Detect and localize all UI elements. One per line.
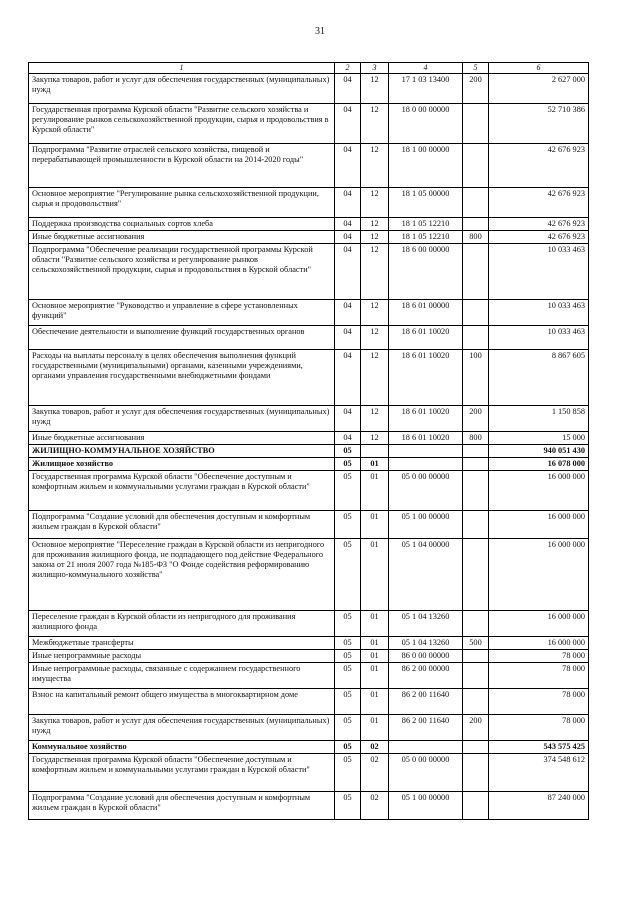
cell-expense-type: 200 [463, 714, 489, 740]
cell-subsection: 12 [361, 405, 389, 431]
table-row [29, 431, 589, 444]
cell-expense-type: 800 [463, 431, 489, 444]
cell-expense-type [463, 218, 489, 231]
cell-section: 04 [335, 405, 361, 431]
cell-section: 04 [335, 218, 361, 231]
cell-amount: 42 676 923 [489, 218, 589, 231]
cell-target-article: 18 6 00 00000 [389, 243, 463, 299]
cell-name: Государственная программа Курской области "Обеспечение доступным и комфортным жильем и коммунальными услугами граждан в Курской области" [29, 753, 335, 791]
cell-amount: 8 867 605 [489, 349, 589, 405]
table-row [29, 405, 589, 431]
cell-section: 04 [335, 299, 361, 325]
cell-subsection: 01 [361, 688, 389, 714]
cell-amount: 78 000 [489, 688, 589, 714]
cell-subsection: 12 [361, 349, 389, 405]
cell-subsection: 02 [361, 791, 389, 819]
cell-expense-type [463, 457, 489, 470]
cell-target-article: 86 2 00 11640 [389, 688, 463, 714]
cell-amount: 87 240 000 [489, 791, 589, 819]
cell-expense-type [463, 740, 489, 753]
cell-name: Подпрограмма "Обеспечение реализации государственной программы Курской области "Развитие сельского хозяйства и регулирование рынков сельскохозяйственной продукции, сырья и продовольствия в Курской области" [29, 243, 335, 299]
table-row [29, 349, 589, 405]
cell-name: Подпрограмма "Создание условий для обеспечения доступным и комфортным жильем граждан в Курской области" [29, 510, 335, 538]
cell-target-article: 18 1 05 12210 [389, 218, 463, 231]
cell-amount: 2 627 000 [489, 74, 589, 104]
cell-amount: 16 000 000 [489, 510, 589, 538]
cell-section: 04 [335, 243, 361, 299]
cell-subsection: 12 [361, 188, 389, 218]
cell-section: 05 [335, 791, 361, 819]
table-row [29, 753, 589, 791]
table-row [29, 144, 589, 188]
cell-amount: 543 575 425 [489, 740, 589, 753]
table-row [29, 610, 589, 636]
cell-target-article [389, 740, 463, 753]
cell-section: 05 [335, 470, 361, 510]
table-row [29, 188, 589, 218]
cell-expense-type [463, 753, 489, 791]
cell-subsection: 12 [361, 431, 389, 444]
table-row [29, 230, 589, 243]
cell-target-article: 05 0 00 00000 [389, 753, 463, 791]
cell-name: Взнос на капитальный ремонт общего имущества в многоквартирном доме [29, 688, 335, 714]
cell-amount: 374 548 612 [489, 753, 589, 791]
table-row [29, 649, 589, 662]
cell-name: Коммунальное хозяйство [29, 740, 335, 753]
cell-name: Жилищное хозяйство [29, 457, 335, 470]
cell-amount: 52 710 386 [489, 104, 589, 144]
cell-subsection [361, 444, 389, 457]
cell-subsection: 02 [361, 740, 389, 753]
cell-section: 04 [335, 230, 361, 243]
table-row [29, 636, 589, 649]
cell-expense-type [463, 444, 489, 457]
cell-amount: 78 000 [489, 714, 589, 740]
cell-target-article: 05 1 04 00000 [389, 538, 463, 610]
cell-expense-type [463, 470, 489, 510]
cell-target-article [389, 444, 463, 457]
cell-expense-type [463, 662, 489, 688]
cell-expense-type [463, 688, 489, 714]
cell-section: 05 [335, 740, 361, 753]
cell-target-article: 05 1 04 13260 [389, 636, 463, 649]
cell-target-article: 05 0 00 00000 [389, 470, 463, 510]
cell-amount: 10 033 463 [489, 325, 589, 349]
table-row [29, 791, 589, 819]
cell-subsection: 12 [361, 299, 389, 325]
cell-subsection: 01 [361, 714, 389, 740]
cell-target-article: 05 1 00 00000 [389, 791, 463, 819]
cell-section: 05 [335, 662, 361, 688]
cell-subsection: 01 [361, 538, 389, 610]
cell-target-article: 18 6 01 10020 [389, 405, 463, 431]
cell-name: Подпрограмма "Создание условий для обеспечения доступным и комфортным жильем граждан в Курской области" [29, 791, 335, 819]
cell-section: 05 [335, 457, 361, 470]
cell-subsection: 01 [361, 610, 389, 636]
cell-name: Переселение граждан в Курской области из непригодного для проживания жилищного фонда [29, 610, 335, 636]
table-row [29, 688, 589, 714]
cell-expense-type [463, 299, 489, 325]
cell-subsection: 12 [361, 104, 389, 144]
table-row [29, 470, 589, 510]
table-row [29, 510, 589, 538]
cell-target-article: 18 1 05 12210 [389, 230, 463, 243]
cell-section: 05 [335, 649, 361, 662]
cell-expense-type [463, 538, 489, 610]
cell-expense-type: 200 [463, 405, 489, 431]
cell-name: Межбюджетные трансферты [29, 636, 335, 649]
cell-subsection: 12 [361, 74, 389, 104]
cell-amount: 16 000 000 [489, 636, 589, 649]
cell-section: 04 [335, 74, 361, 104]
cell-amount: 16 000 000 [489, 610, 589, 636]
cell-section: 05 [335, 753, 361, 791]
cell-name: Расходы на выплаты персоналу в целях обеспечения выполнения функций государственными (муниципальными) органами, казенными учреждениями, органами управления государственными внебюджетными фондами [29, 349, 335, 405]
header-cell-section: 2 [335, 63, 361, 74]
cell-section: 05 [335, 714, 361, 740]
table-row [29, 714, 589, 740]
cell-target-article: 86 0 00 00000 [389, 649, 463, 662]
cell-target-article: 18 0 00 00000 [389, 104, 463, 144]
table-row [29, 538, 589, 610]
cell-section: 04 [335, 349, 361, 405]
cell-amount: 42 676 923 [489, 230, 589, 243]
cell-name: Иные непрограммные расходы, связанные с содержанием государственного имущества [29, 662, 335, 688]
cell-target-article: 18 6 01 10020 [389, 349, 463, 405]
header-cell-amount: 6 [489, 63, 589, 74]
cell-amount: 78 000 [489, 649, 589, 662]
cell-target-article [389, 457, 463, 470]
table-row [29, 740, 589, 753]
header-cell-name: 1 [29, 63, 335, 74]
table-row [29, 74, 589, 104]
cell-amount: 42 676 923 [489, 188, 589, 218]
cell-name: Государственная программа Курской области "Обеспечение доступным и комфортным жильем и коммунальными услугами граждан в Курской области" [29, 470, 335, 510]
cell-name: Иные непрограммные расходы [29, 649, 335, 662]
cell-target-article: 18 6 01 10020 [389, 325, 463, 349]
cell-subsection: 02 [361, 753, 389, 791]
header-cell-subsection: 3 [361, 63, 389, 74]
table-row [29, 243, 589, 299]
cell-name: Обеспечение деятельности и выполнение функций государственных органов [29, 325, 335, 349]
cell-target-article: 17 1 03 13400 [389, 74, 463, 104]
cell-name: Иные бюджетные ассигнования [29, 431, 335, 444]
cell-target-article: 05 1 04 13260 [389, 610, 463, 636]
cell-name: ЖИЛИЩНО-КОММУНАЛЬНОЕ ХОЗЯЙСТВО [29, 444, 335, 457]
cell-amount: 16 078 000 [489, 457, 589, 470]
cell-name: Закупка товаров, работ и услуг для обеспечения государственных (муниципальных) нужд [29, 74, 335, 104]
cell-target-article: 86 2 00 00000 [389, 662, 463, 688]
cell-target-article: 18 6 01 00000 [389, 299, 463, 325]
cell-section: 04 [335, 431, 361, 444]
page-number: 31 [315, 26, 325, 37]
cell-amount: 42 676 923 [489, 144, 589, 188]
cell-section: 04 [335, 104, 361, 144]
cell-subsection: 12 [361, 230, 389, 243]
cell-section: 05 [335, 610, 361, 636]
cell-section: 04 [335, 144, 361, 188]
cell-section: 05 [335, 636, 361, 649]
cell-name: Основное мероприятие "Переселение граждан в Курской области из непригодного для проживания жилищного фонда, не подпадающего под действие Федерального закона от 21 июля 2007 года №185-ФЗ "О Фонде содействия реформированию жилищно-коммунального хозяйства" [29, 538, 335, 610]
cell-amount: 10 033 463 [489, 299, 589, 325]
cell-target-article: 05 1 00 00000 [389, 510, 463, 538]
cell-expense-type: 500 [463, 636, 489, 649]
cell-target-article: 18 1 00 00000 [389, 144, 463, 188]
cell-name: Поддержка производства социальных сортов хлеба [29, 218, 335, 231]
cell-expense-type [463, 144, 489, 188]
cell-name: Закупка товаров, работ и услуг для обеспечения государственных (муниципальных) нужд [29, 714, 335, 740]
table-row [29, 218, 589, 231]
cell-expense-type [463, 325, 489, 349]
cell-subsection: 12 [361, 144, 389, 188]
cell-expense-type [463, 104, 489, 144]
cell-subsection: 01 [361, 636, 389, 649]
cell-subsection: 01 [361, 649, 389, 662]
cell-subsection: 01 [361, 457, 389, 470]
table-row [29, 457, 589, 470]
cell-amount: 15 000 [489, 431, 589, 444]
cell-name: Подпрограмма "Развитие отраслей сельского хозяйства, пищевой и перерабатывающей промышленности в Курской области на 2014-2020 годы" [29, 144, 335, 188]
cell-expense-type [463, 510, 489, 538]
cell-subsection: 01 [361, 470, 389, 510]
cell-subsection: 12 [361, 243, 389, 299]
cell-amount: 940 051 430 [489, 444, 589, 457]
cell-subsection: 12 [361, 218, 389, 231]
cell-name: Основное мероприятие "Руководство и управление в сфере установленных функций" [29, 299, 335, 325]
cell-amount: 78 000 [489, 662, 589, 688]
cell-section: 04 [335, 325, 361, 349]
cell-subsection: 01 [361, 510, 389, 538]
table-row [29, 662, 589, 688]
cell-target-article: 18 1 05 00000 [389, 188, 463, 218]
table-row [29, 444, 589, 457]
cell-expense-type [463, 791, 489, 819]
cell-expense-type [463, 243, 489, 299]
cell-section: 05 [335, 444, 361, 457]
cell-expense-type: 200 [463, 74, 489, 104]
cell-name: Закупка товаров, работ и услуг для обеспечения государственных (муниципальных) нужд [29, 405, 335, 431]
header-cell-target-article: 4 [389, 63, 463, 74]
cell-amount: 16 000 000 [489, 470, 589, 510]
cell-amount: 16 000 000 [489, 538, 589, 610]
cell-expense-type: 800 [463, 230, 489, 243]
cell-expense-type: 100 [463, 349, 489, 405]
table-row [29, 325, 589, 349]
cell-subsection: 01 [361, 662, 389, 688]
cell-expense-type [463, 188, 489, 218]
header-cell-expense-type: 5 [463, 63, 489, 74]
cell-section: 05 [335, 688, 361, 714]
cell-amount: 1 150 858 [489, 405, 589, 431]
table-row [29, 299, 589, 325]
cell-amount: 10 033 463 [489, 243, 589, 299]
cell-expense-type [463, 649, 489, 662]
cell-target-article: 86 2 00 11640 [389, 714, 463, 740]
cell-name: Иные бюджетные ассигнования [29, 230, 335, 243]
table-row [29, 104, 589, 144]
cell-expense-type [463, 610, 489, 636]
cell-name: Основное мероприятие "Регулирование рынка сельскохозяйственной продукции, сырья и продовольствия" [29, 188, 335, 218]
cell-target-article: 18 6 01 10020 [389, 431, 463, 444]
cell-section: 05 [335, 510, 361, 538]
cell-name: Государственная программа Курской области "Развитие сельского хозяйства и регулирование рынков сельскохозяйственной продукции, сырья и продовольствия в Курской области" [29, 104, 335, 144]
cell-subsection: 12 [361, 325, 389, 349]
cell-section: 04 [335, 188, 361, 218]
cell-section: 05 [335, 538, 361, 610]
header-row [29, 63, 589, 74]
budget-table [28, 62, 589, 820]
